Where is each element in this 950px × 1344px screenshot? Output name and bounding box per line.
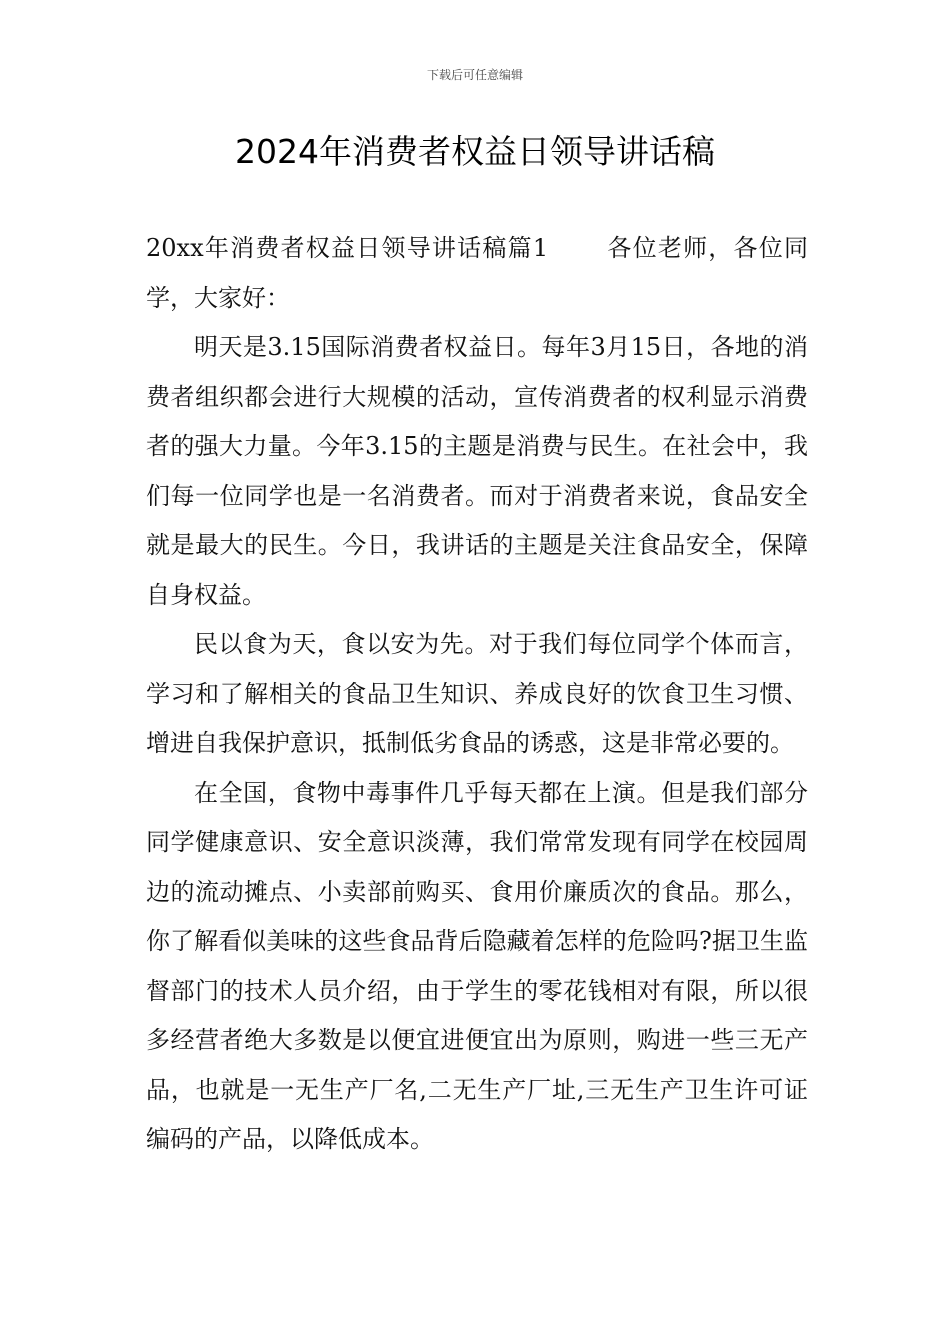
document-body (146, 224, 808, 1165)
header-note: 下载后可任意编辑 (426, 68, 523, 82)
paragraph-2: 民以食为天，食以安为先。对于我们每位同学个体而言，学习和了解相关的食品卫生知识、养成良好的饮食卫生习惯、增进自我保护意识，抵制低劣食品的诱惑，这是非常必要的。 (146, 630, 808, 757)
intro-paragraph (146, 224, 808, 323)
paragraph-1: 明天是3.15国际消费者权益日。每年3月15日，各地的消费者组织都会进行大规模的活动，宣传消费者的权利显示消费者的强大力量。今年3.15的主题是消费与民生。在社会中，我们每一位同学也是一名消费者。而对于消费者来说，食品安全就是最大的民生。今日，我讲话的主题是关注食品安全，保障自身权益。 (146, 333, 808, 609)
page-title: 2024年消费者权益日领导讲话稿 (235, 132, 715, 171)
section-heading: 20xx年消费者权益日领导讲话稿篇1 (146, 234, 549, 262)
paragraph-3: 在全国，食物中毒事件几乎每天都在上演。但是我们部分同学健康意识、安全意识淡薄，我们常常发现有同学在校园周边的流动摊点、小卖部前购买、食用价廉质次的食品。那么，你了解看似美味的这些食品背后隐藏着怎样的危险吗?据卫生监督部门的技术人员介绍，由于学生的零花钱相对有限，所以很多经营者绝大多数是以便宜进便宜出为原则，购进一些三无产品，也就是一无生产厂名,二无生产厂址,三无生产卫生许可证编码的产品，以降低成本。 (146, 778, 808, 1153)
greeting: 各位老师，各位同学，大家好： (146, 234, 808, 312)
